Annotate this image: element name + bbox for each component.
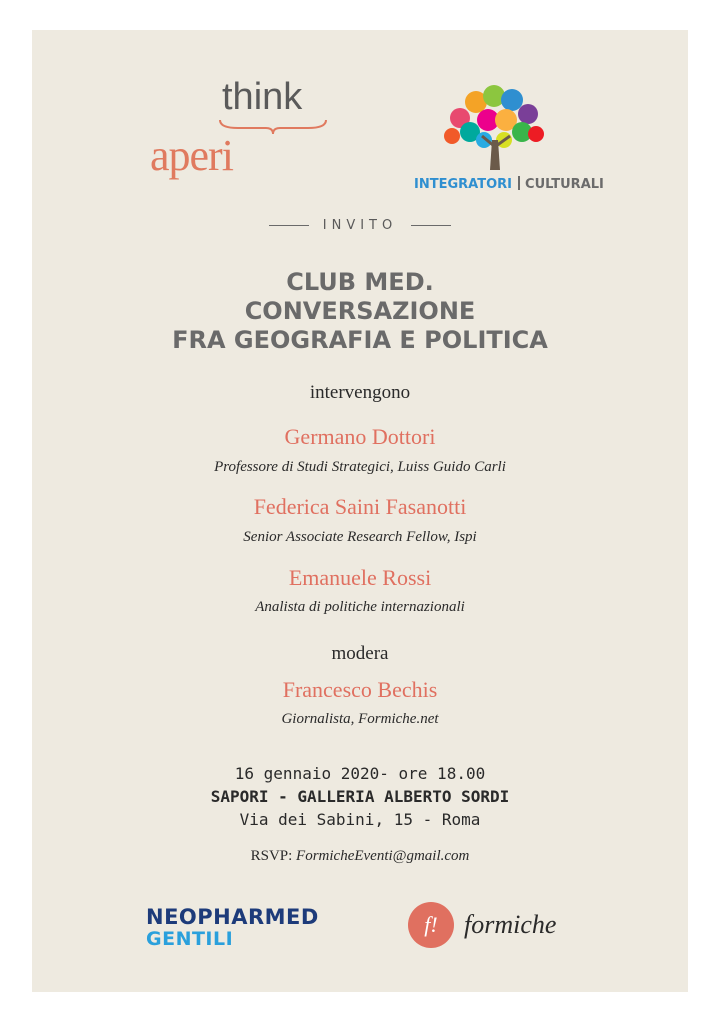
event-date: 16 gennaio 2020- ore 18.00	[234, 764, 486, 783]
integratori-culturali-logo	[410, 80, 604, 210]
speaker-name: Germano Dottori	[284, 424, 436, 449]
intro-label: intervengono	[309, 382, 411, 403]
speaker-name: Emanuele Rossi	[288, 565, 432, 590]
gentili-word: GENTILI	[146, 928, 234, 950]
culturali-word: CULTURALI	[525, 177, 604, 192]
think-word: think	[222, 76, 303, 118]
speaker-role: Professore di Studi Strategici, Luiss Guido Carli	[214, 459, 506, 475]
tree-icon	[430, 80, 560, 176]
event-title	[32, 268, 688, 355]
integratori-text	[414, 176, 604, 192]
invito-label: INVITO	[322, 218, 398, 233]
neopharmed-word: NEOPHARMED	[146, 905, 319, 929]
divider	[518, 176, 520, 190]
speaker-role: Analista di politiche internazionali	[255, 599, 465, 615]
divider-right	[411, 225, 451, 226]
think-aperi-logo	[150, 76, 330, 206]
moderator-name: Francesco Bechis	[282, 677, 438, 702]
moderator-role: Giornalista, Formiche.net	[281, 711, 439, 727]
speaker-name: Federica Saini Fasanotti	[253, 494, 467, 519]
event-venue: SAPORI - GALLERIA ALBERTO SORDI	[210, 787, 510, 806]
formiche-word: formiche	[464, 910, 557, 939]
invito-header	[32, 218, 688, 233]
rsvp-email[interactable]: FormicheEventi@gmail.com	[296, 848, 470, 864]
rsvp-line	[32, 848, 688, 865]
rsvp-label: RSVP:	[250, 848, 293, 864]
invitation-card	[32, 30, 688, 992]
neopharmed-logo	[146, 906, 319, 950]
integratori-word: INTEGRATORI	[414, 177, 512, 192]
formiche-logo	[408, 902, 556, 948]
event-address: Via dei Sabini, 15 - Roma	[239, 810, 481, 829]
aperi-word: aperi	[150, 131, 233, 180]
title-line: CLUB MED.	[286, 268, 434, 296]
moderator-label: modera	[331, 643, 389, 664]
title-line: FRA GEOGRAFIA E POLITICA	[172, 326, 548, 354]
divider-left	[269, 225, 309, 226]
speaker-role: Senior Associate Research Fellow, Ispi	[243, 529, 477, 545]
title-line: CONVERSAZIONE	[244, 297, 476, 325]
formiche-mark: f!	[408, 902, 454, 948]
brace-icon	[218, 116, 328, 136]
